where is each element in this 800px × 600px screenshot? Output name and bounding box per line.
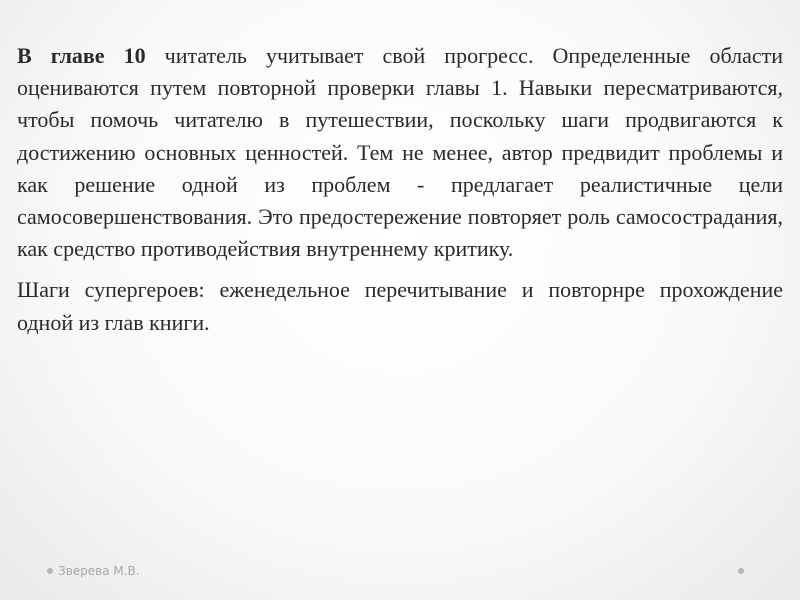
footer <box>47 561 140 581</box>
bullet-dot-icon <box>47 568 53 574</box>
page-marker-dot-icon <box>738 568 744 574</box>
paragraph-chapter-10 <box>17 40 783 265</box>
paragraph-superhero-steps: Шаги супергероев: еженедельное перечитывание и повторнре прохождение одной из глав книги. <box>17 277 783 335</box>
footer-author: Зверева М.В. <box>58 564 140 578</box>
slide-content <box>17 40 783 339</box>
paragraph-lead: В главе 10 <box>17 43 146 68</box>
paragraph-text: читатель учитывает свой прогресс. Определенные области оцениваются путем повторной проверки главы 1. Навыки пересматриваются, чтобы помочь читателю в путешествии, поскольку шаги продвигаются к достижению основных ценностей. Тем не менее, автор предвидит проблемы и как решение одной из проблем - предлагает реалистичные цели самосовершенствования. Это предостережение повторяет роль самосострадания, как средство противодействия внутреннему критику. <box>17 43 783 262</box>
